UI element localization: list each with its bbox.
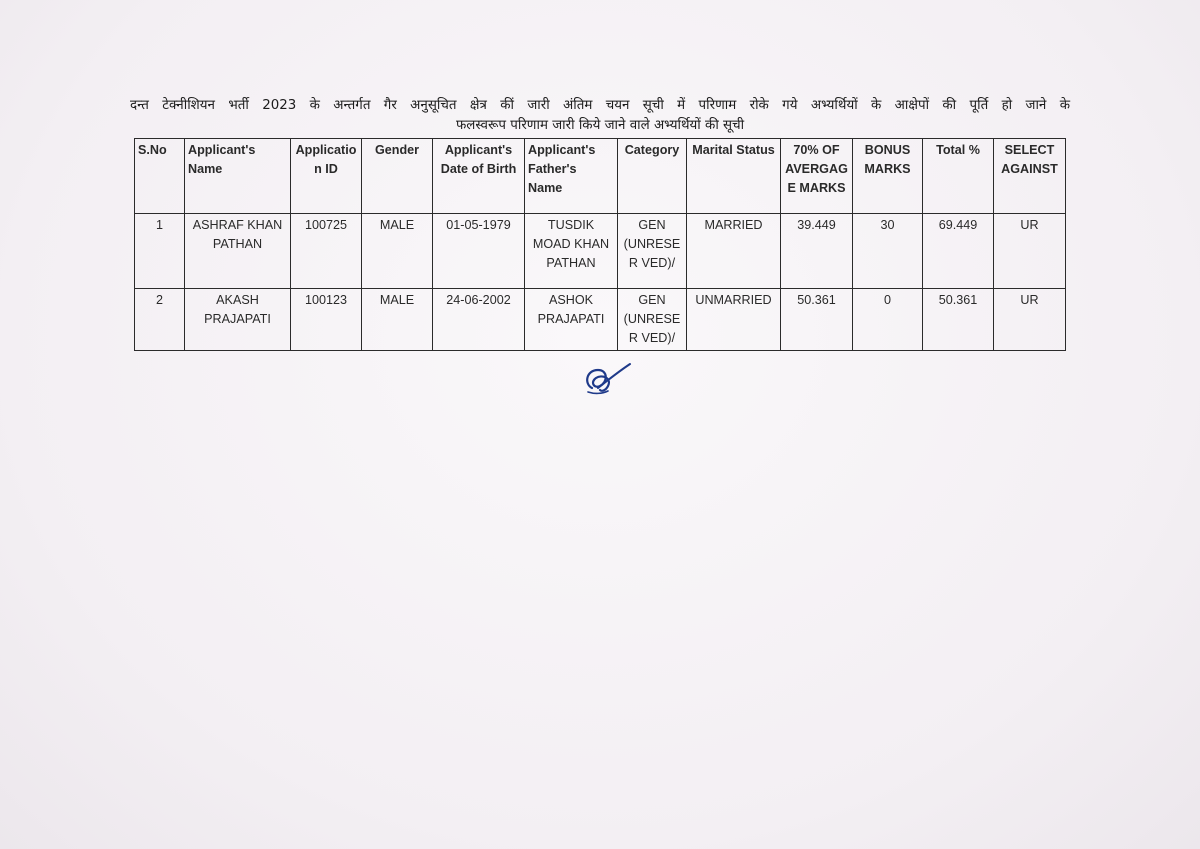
- table-row: [135, 214, 1066, 289]
- cell-sno: 1: [135, 214, 185, 289]
- cell-gender: MALE: [362, 289, 433, 351]
- cell-category: GEN (UNRESER VED)/: [618, 214, 687, 289]
- header-select-against: SELECT AGAINST: [994, 139, 1066, 214]
- header-gender: Gender: [362, 139, 433, 214]
- cell-application-id: 100123: [291, 289, 362, 351]
- cell-sno: 2: [135, 289, 185, 351]
- header-average-marks: 70% OF AVERGAG E MARKS: [781, 139, 853, 214]
- cell-marital-status: UNMARRIED: [687, 289, 781, 351]
- cell-bonus-marks: 0: [853, 289, 923, 351]
- cell-application-id: 100725: [291, 214, 362, 289]
- cell-gender: MALE: [362, 214, 433, 289]
- cell-name: ASHRAF KHAN PATHAN: [185, 214, 291, 289]
- header-category: Category: [618, 139, 687, 214]
- header-application-id: Applicatio n ID: [291, 139, 362, 214]
- signature-mark: [578, 358, 634, 398]
- cell-total: 50.361: [923, 289, 994, 351]
- cell-select-against: UR: [994, 214, 1066, 289]
- document-title: [130, 96, 1070, 136]
- title-line-1: दन्त टेक्नीशियन भर्ती 2023 के अन्तर्गत गैर अनुसूचित क्षेत्र कीं जारी अंतिम चयन सूची में परिणाम रोके गये अभ्यर्थियों के आक्षेपों की पूर्ति हो जाने के: [130, 98, 1070, 113]
- cell-date-of-birth: 01-05-1979: [433, 214, 525, 289]
- cell-father-name: ASHOK PRAJAPATI: [525, 289, 618, 351]
- cell-category: GEN (UNRESER VED)/: [618, 289, 687, 351]
- cell-bonus-marks: 30: [853, 214, 923, 289]
- header-date-of-birth: Applicant's Date of Birth: [433, 139, 525, 214]
- cell-average-marks: 39.449: [781, 214, 853, 289]
- cell-average-marks: 50.361: [781, 289, 853, 351]
- cell-father-name: TUSDIK MOAD KHAN PATHAN: [525, 214, 618, 289]
- selection-table: [134, 138, 1066, 351]
- header-name: Applicant's Name: [185, 139, 291, 214]
- table-header-row: [135, 139, 1066, 214]
- header-sno: S.No: [135, 139, 185, 214]
- table-row: [135, 289, 1066, 351]
- cell-marital-status: MARRIED: [687, 214, 781, 289]
- header-total: Total %: [923, 139, 994, 214]
- title-line-2: फलस्वरूप परिणाम जारी किये जाने वाले अभ्यर्थियों की सूची: [455, 118, 745, 133]
- header-father-name: Applicant's Father's Name: [525, 139, 618, 214]
- cell-select-against: UR: [994, 289, 1066, 351]
- cell-name: AKASH PRAJAPATI: [185, 289, 291, 351]
- cell-total: 69.449: [923, 214, 994, 289]
- cell-date-of-birth: 24-06-2002: [433, 289, 525, 351]
- header-bonus-marks: BONUS MARKS: [853, 139, 923, 214]
- header-marital-status: Marital Status: [687, 139, 781, 214]
